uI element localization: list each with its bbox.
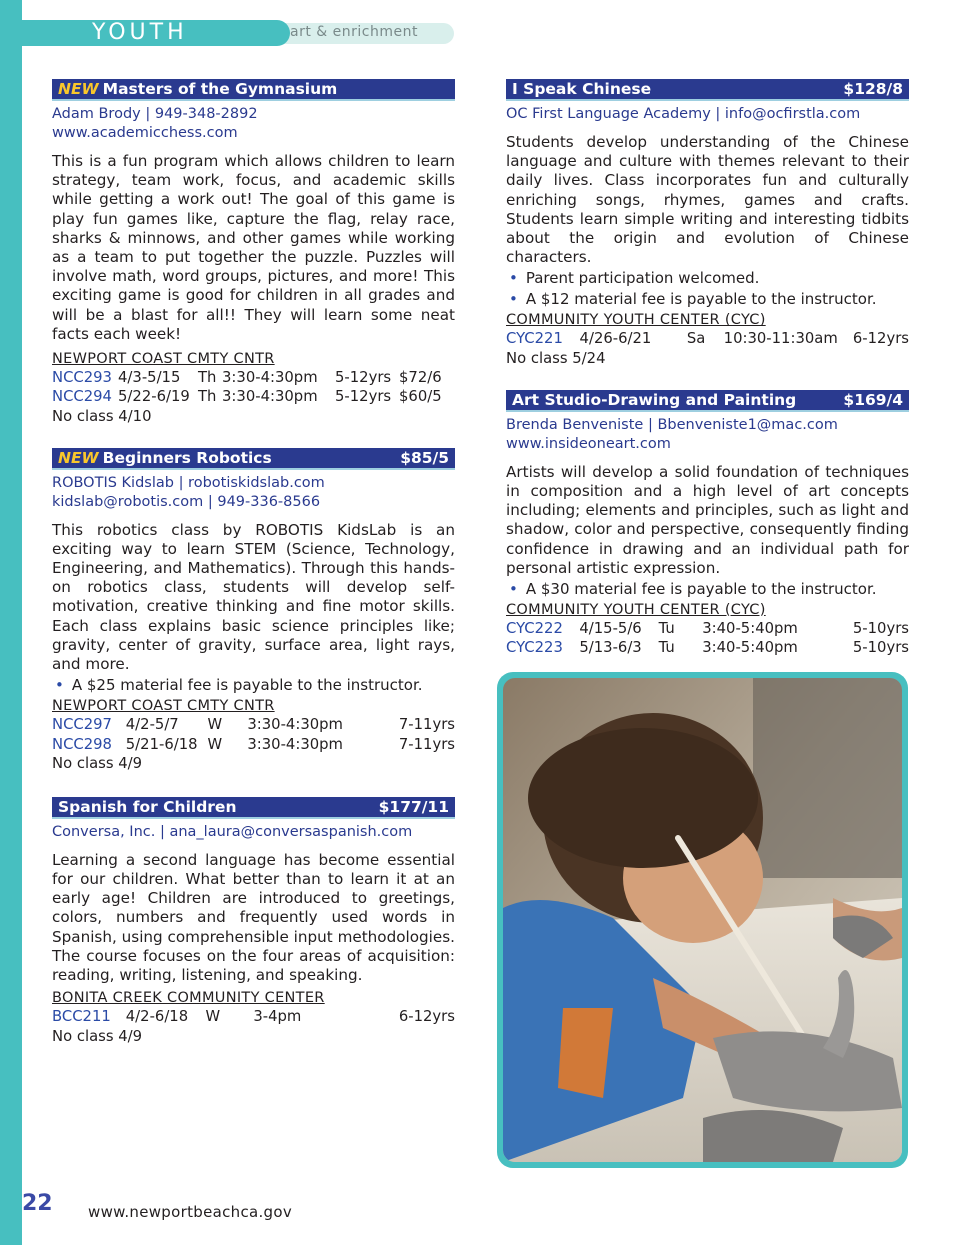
course-location: BONITA CREEK COMMUNITY CENTER bbox=[52, 990, 325, 1007]
new-badge: NEW bbox=[58, 448, 99, 467]
session-time: 3-4pm bbox=[253, 1008, 302, 1026]
session-row bbox=[52, 368, 455, 387]
session-row bbox=[506, 329, 909, 348]
course-location: NEWPORT COAST CMTY CNTR bbox=[52, 351, 275, 368]
course-title-bar bbox=[52, 797, 455, 819]
course-title: Art Studio-Drawing and Painting bbox=[512, 390, 797, 409]
instructor-website[interactable]: www.insideoneart.com bbox=[506, 435, 671, 452]
page-number: 22 bbox=[22, 1191, 53, 1216]
session-code[interactable]: CYC222 bbox=[506, 619, 563, 637]
course-art-studio bbox=[506, 390, 909, 658]
session-day: W bbox=[205, 1008, 221, 1026]
session-dates: 5/21-6/18 bbox=[125, 735, 198, 753]
session-code[interactable]: CYC221 bbox=[506, 330, 563, 348]
session-ages: 7-11yrs bbox=[398, 735, 455, 753]
session-row bbox=[52, 387, 455, 406]
left-accent-bar bbox=[0, 0, 22, 1245]
session-row bbox=[52, 1007, 455, 1026]
session-day: Th bbox=[198, 369, 217, 387]
course-title-bar bbox=[506, 390, 909, 412]
instructor-contact[interactable]: Conversa, Inc. | ana_laura@conversaspanish.com bbox=[52, 823, 413, 840]
no-class-note: No class 4/9 bbox=[52, 1027, 143, 1045]
course-description: Students develop understanding of the Chinese language and culture with themes relevant to their daily lives. Class incorporates fun and culturally enriching songs, rhymes, games and crafts. Students learn simple writing and interesting tidbits about the origin and evolution of Chinese characters. bbox=[506, 133, 909, 267]
bullet-item bbox=[52, 675, 455, 695]
course-i-speak-chinese bbox=[506, 79, 909, 368]
session-ages: 5-10yrs bbox=[852, 619, 910, 637]
session-time: 3:30-4:30pm bbox=[222, 388, 318, 406]
course-masters-of-the-gymnasium bbox=[52, 79, 455, 426]
session-ages: 5-10yrs bbox=[852, 639, 910, 657]
session-code[interactable]: BCC211 bbox=[52, 1008, 111, 1026]
bullet-item bbox=[506, 579, 909, 599]
session-row bbox=[506, 619, 909, 638]
section-subtitle: art & enrichment bbox=[290, 24, 418, 40]
session-day: Tu bbox=[658, 639, 675, 657]
bullet-text: A $25 material fee is payable to the instructor. bbox=[71, 676, 423, 695]
session-dates: 5/13-6/3 bbox=[579, 639, 642, 657]
course-description: This is a fun program which allows children to learn strategy, team work, focus, and academic skills while getting a work out! The goal of this game is play fun games like, capture the flag, relay race, sharks & minnows, and other games while working as a team to put together the puzzle. Puzzles will involve math, word groups, pictures, and more! This exciting game is good for children in all grades and will be a blast for all!! They will learn some neat facts each week! bbox=[52, 152, 455, 343]
photo-illustration bbox=[503, 678, 902, 1162]
session-dates: 4/2-5/7 bbox=[125, 716, 179, 734]
bullet-text: Parent participation welcomed. bbox=[525, 269, 760, 288]
right-column bbox=[506, 79, 909, 658]
session-dates: 4/2-6/18 bbox=[125, 1008, 189, 1026]
instructor-website[interactable]: www.academicchess.com bbox=[52, 125, 238, 141]
bullet-dot-icon: • bbox=[55, 676, 64, 695]
bullet-item bbox=[506, 289, 909, 309]
session-time: 3:40-5:40pm bbox=[702, 619, 798, 637]
course-price: $177/11 bbox=[378, 797, 449, 816]
section-title: YOUTH bbox=[92, 20, 188, 45]
session-ages: 5-12yrs bbox=[335, 369, 392, 387]
course-title: Beginners Robotics bbox=[102, 448, 272, 467]
left-column bbox=[52, 79, 455, 1046]
session-code[interactable]: NCC297 bbox=[52, 716, 112, 734]
course-price: $128/8 bbox=[843, 80, 903, 98]
course-location: COMMUNITY YOUTH CENTER (CYC) bbox=[506, 312, 766, 329]
session-time: 3:30-4:30pm bbox=[222, 369, 318, 387]
session-ages: 6-12yrs bbox=[852, 330, 909, 348]
course-description: Learning a second language has become essential for our children. What better than to learn it at an early age! Children are introduced to greetings, colors, numbers and frequently used words in Spanish, using comprehensible input methodologies. The course focuses on the four areas of acquisition: reading, writing, listening, and speaking. bbox=[52, 850, 455, 985]
course-title: Spanish for Children bbox=[58, 797, 237, 816]
session-day: Sa bbox=[686, 330, 706, 348]
instructor-email-phone[interactable]: kidslab@robotis.com | 949-336-8566 bbox=[52, 493, 321, 510]
course-title-bar bbox=[506, 79, 909, 101]
course-beginners-robotics bbox=[52, 448, 455, 773]
session-ages: 5-12yrs bbox=[335, 388, 392, 406]
boy-sculpting-clay-photo bbox=[503, 678, 902, 1162]
photo-frame bbox=[497, 672, 908, 1168]
session-time: 3:30-4:30pm bbox=[247, 735, 343, 753]
course-price: $85/5 bbox=[400, 448, 449, 467]
new-badge: NEW bbox=[58, 80, 99, 98]
bullet-item bbox=[506, 268, 909, 288]
no-class-note: No class 4/9 bbox=[52, 754, 143, 772]
session-dates: 4/26-6/21 bbox=[579, 330, 652, 348]
session-code[interactable]: CYC223 bbox=[506, 639, 563, 657]
course-title-bar bbox=[52, 79, 455, 101]
bullet-dot-icon: • bbox=[509, 579, 518, 598]
instructor-contact[interactable]: Brenda Benveniste | Bbenveniste1@mac.com bbox=[506, 416, 838, 433]
session-dates: 5/22-6/19 bbox=[118, 388, 190, 406]
course-description: This robotics class by ROBOTIS KidsLab is an exciting way to learn STEM (Science, Technology, Engineering, and Mathematics). Through this hands-on robotics class, students will develop self-motivation, creative thinking and fine motor skills. Each class explains basic science principles like; gravity, center of gravity, surface area, light rays, and more. bbox=[52, 520, 455, 674]
session-time: 10:30-11:30am bbox=[723, 330, 838, 348]
session-dates: 4/15-5/6 bbox=[579, 619, 642, 637]
session-code[interactable]: NCC298 bbox=[52, 735, 112, 753]
session-ages: 7-11yrs bbox=[398, 716, 455, 734]
session-fee: $72/6 bbox=[399, 369, 442, 387]
no-class-note: No class 4/10 bbox=[52, 407, 152, 425]
instructor-contact[interactable]: OC First Language Academy | info@ocfirstla.com bbox=[506, 106, 861, 122]
session-day: W bbox=[207, 735, 223, 753]
session-day: Tu bbox=[658, 619, 675, 637]
instructor-contact[interactable]: ROBOTIS Kidslab | robotiskidslab.com bbox=[52, 474, 325, 491]
session-row bbox=[52, 715, 455, 734]
session-code[interactable]: NCC294 bbox=[52, 388, 112, 406]
course-location: NEWPORT COAST CMTY CNTR bbox=[52, 698, 275, 715]
no-class-note: No class 5/24 bbox=[506, 349, 606, 367]
session-fee: $60/5 bbox=[399, 388, 442, 406]
course-title: I Speak Chinese bbox=[512, 80, 652, 98]
bullet-text: A $12 material fee is payable to the instructor. bbox=[525, 290, 877, 309]
session-day: Th bbox=[198, 388, 217, 406]
course-title-bar bbox=[52, 448, 455, 470]
session-day: W bbox=[207, 716, 223, 734]
session-row bbox=[506, 638, 909, 657]
session-dates: 4/3-5/15 bbox=[118, 369, 181, 387]
bullet-dot-icon: • bbox=[509, 269, 518, 288]
session-row bbox=[52, 735, 455, 754]
bullet-text: A $30 material fee is payable to the instructor. bbox=[525, 579, 877, 598]
session-time: 3:40-5:40pm bbox=[702, 639, 798, 657]
course-description: Artists will develop a solid foundation of techniques in composition and a high level of art concepts including; elements and principles, such as light and shadow, color and perspective, consequently finding confidence in drawing and an individual path for personal artistic expression. bbox=[506, 462, 909, 577]
footer-url[interactable]: www.newportbeachca.gov bbox=[88, 1203, 293, 1221]
bullet-dot-icon: • bbox=[509, 290, 518, 309]
course-spanish-for-children bbox=[52, 797, 455, 1046]
course-price: $169/4 bbox=[843, 390, 903, 409]
course-title: Masters of the Gymnasium bbox=[102, 80, 338, 98]
session-code[interactable]: NCC293 bbox=[52, 369, 112, 387]
instructor-contact[interactable]: Adam Brody | 949-348-2892 bbox=[52, 106, 258, 122]
session-ages: 6-12yrs bbox=[398, 1008, 455, 1026]
session-time: 3:30-4:30pm bbox=[247, 716, 343, 734]
course-location: COMMUNITY YOUTH CENTER (CYC) bbox=[506, 601, 766, 618]
